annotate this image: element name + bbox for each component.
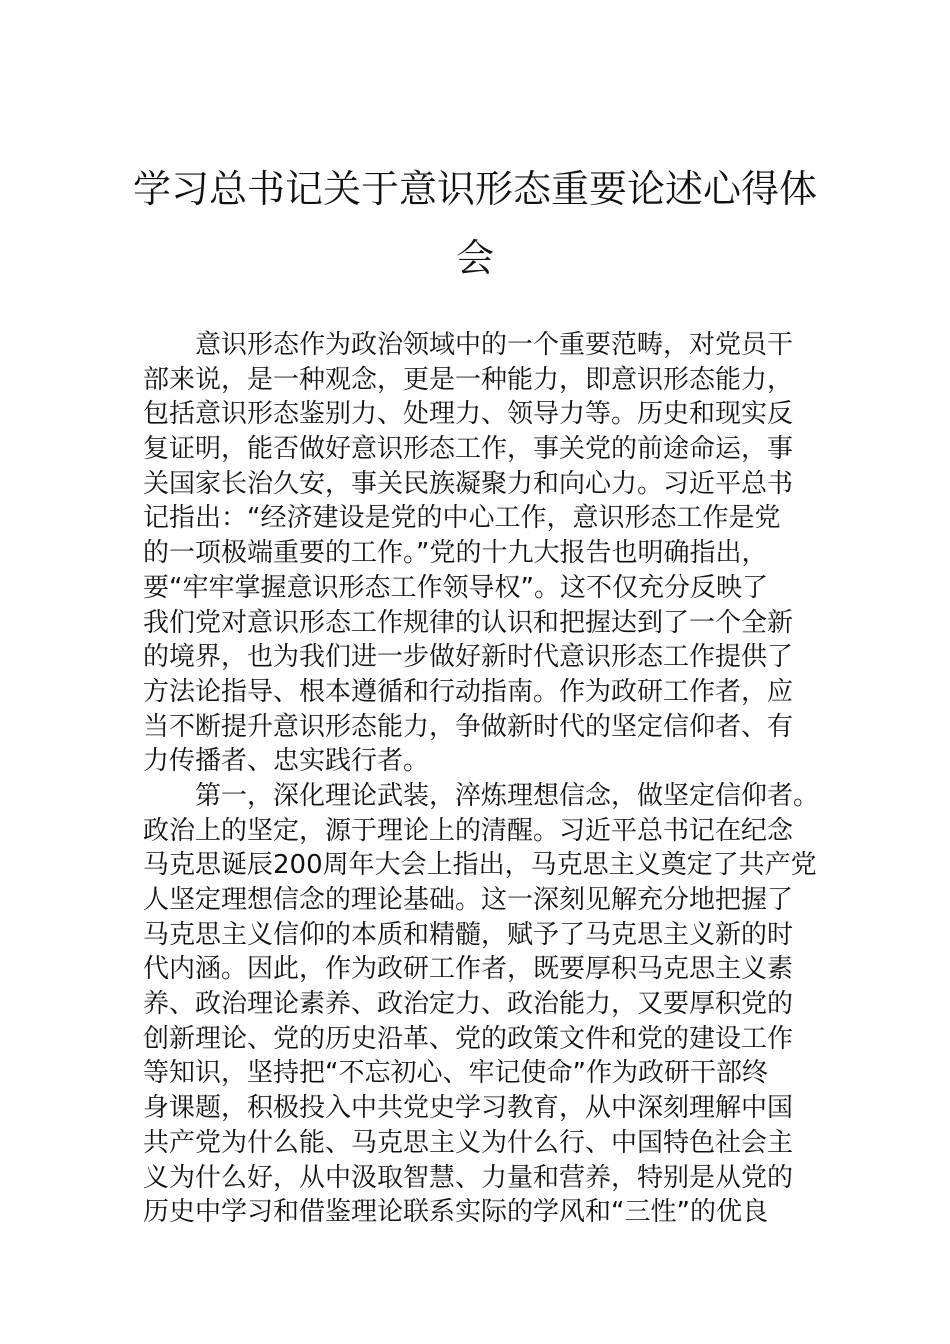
- paragraph-2-line-12: 义为什么好，从中汲取智慧、力量和营养，特别是从党的: [143, 1162, 794, 1193]
- document-title-line-2: 会: [455, 236, 494, 280]
- paragraph-2-line-5: 马克思主义信仰的本质和精髓，赋予了马克思主义新的时: [143, 919, 794, 950]
- paragraph-2-line-2: 政治上的坚定，源于理论上的清醒。习近平总书记在纪念: [143, 815, 794, 846]
- paragraph-2-line-4: 人坚定理想信念的理论基础。这一深刻见解充分地把握了: [143, 885, 794, 915]
- paragraph-1-line-5: 关国家长治久安，事关民族凝聚力和向心力。习近平总书: [143, 468, 794, 499]
- paragraph-1-line-9: 我们党对意识形态工作规律的认识和把握达到了一个全新: [143, 607, 794, 638]
- paragraph-1-line-4: 复证明，能否做好意识形态工作，事关党的前途命运，事: [143, 434, 794, 465]
- paragraph-2-line-11: 共产党为什么能、马克思主义为什么行、中国特色社会主: [143, 1127, 794, 1158]
- paragraph-2-line-10: 身课题，积极投入中共党史学习教育，从中深刻理解中国: [143, 1093, 794, 1124]
- paragraph-2-line-3: 马克思诞辰200周年大会上指出，马克思主义奠定了共产党: [143, 850, 817, 881]
- paragraph-1-line-8: 要“牢牢掌握意识形态工作领导权”。这不仅充分反映了: [143, 572, 768, 603]
- paragraph-1-line-1: 意识形态作为政治领域中的一个重要范畴，对党员干: [195, 330, 794, 360]
- paragraph-1-line-2: 部来说，是一种观念，更是一种能力，即意识形态能力，: [143, 364, 794, 395]
- document-title-line-1: 学习总书记关于意识形态重要论述心得体: [132, 167, 817, 211]
- paragraph-2-line-9: 等知识，坚持把“不忘初心、牢记使命”作为政研干部终: [143, 1058, 768, 1089]
- paragraph-2-line-1: 第一，深化理论武装，淬炼理想信念，做坚定信仰者。: [195, 780, 820, 811]
- paragraph-1-line-13: 力传播者、忠实践行者。: [143, 746, 430, 777]
- paragraph-2-line-13: 历史中学习和借鉴理论联系实际的学风和“三性”的优良: [143, 1197, 768, 1228]
- paragraph-1-line-7: 的一项极端重要的工作。”党的十九大报告也明确指出，: [143, 538, 768, 569]
- paragraph-1-line-11: 方法论指导、根本遵循和行动指南。作为政研工作者，应: [143, 676, 794, 707]
- paragraph-1-line-3: 包括意识形态鉴别力、处理力、领导力等。历史和现实反: [143, 399, 794, 430]
- paragraph-1-line-6: 记指出：“经济建设是党的中心工作，意识形态工作是党: [143, 503, 781, 534]
- paragraph-2-line-7: 养、政治理论素养、政治定力、政治能力，又要厚积党的: [143, 989, 794, 1020]
- paragraph-1-line-12: 当不断提升意识形态能力，争做新时代的坚定信仰者、有: [143, 711, 794, 742]
- paragraph-2-line-8: 创新理论、党的历史沿革、党的政策文件和党的建设工作: [143, 1023, 794, 1054]
- paragraph-2-line-6: 代内涵。因此，作为政研工作者，既要厚积马克思主义素: [143, 954, 794, 985]
- paragraph-1-line-10: 的境界，也为我们进一步做好新时代意识形态工作提供了: [143, 642, 794, 673]
- document-body: [143, 328, 823, 1230]
